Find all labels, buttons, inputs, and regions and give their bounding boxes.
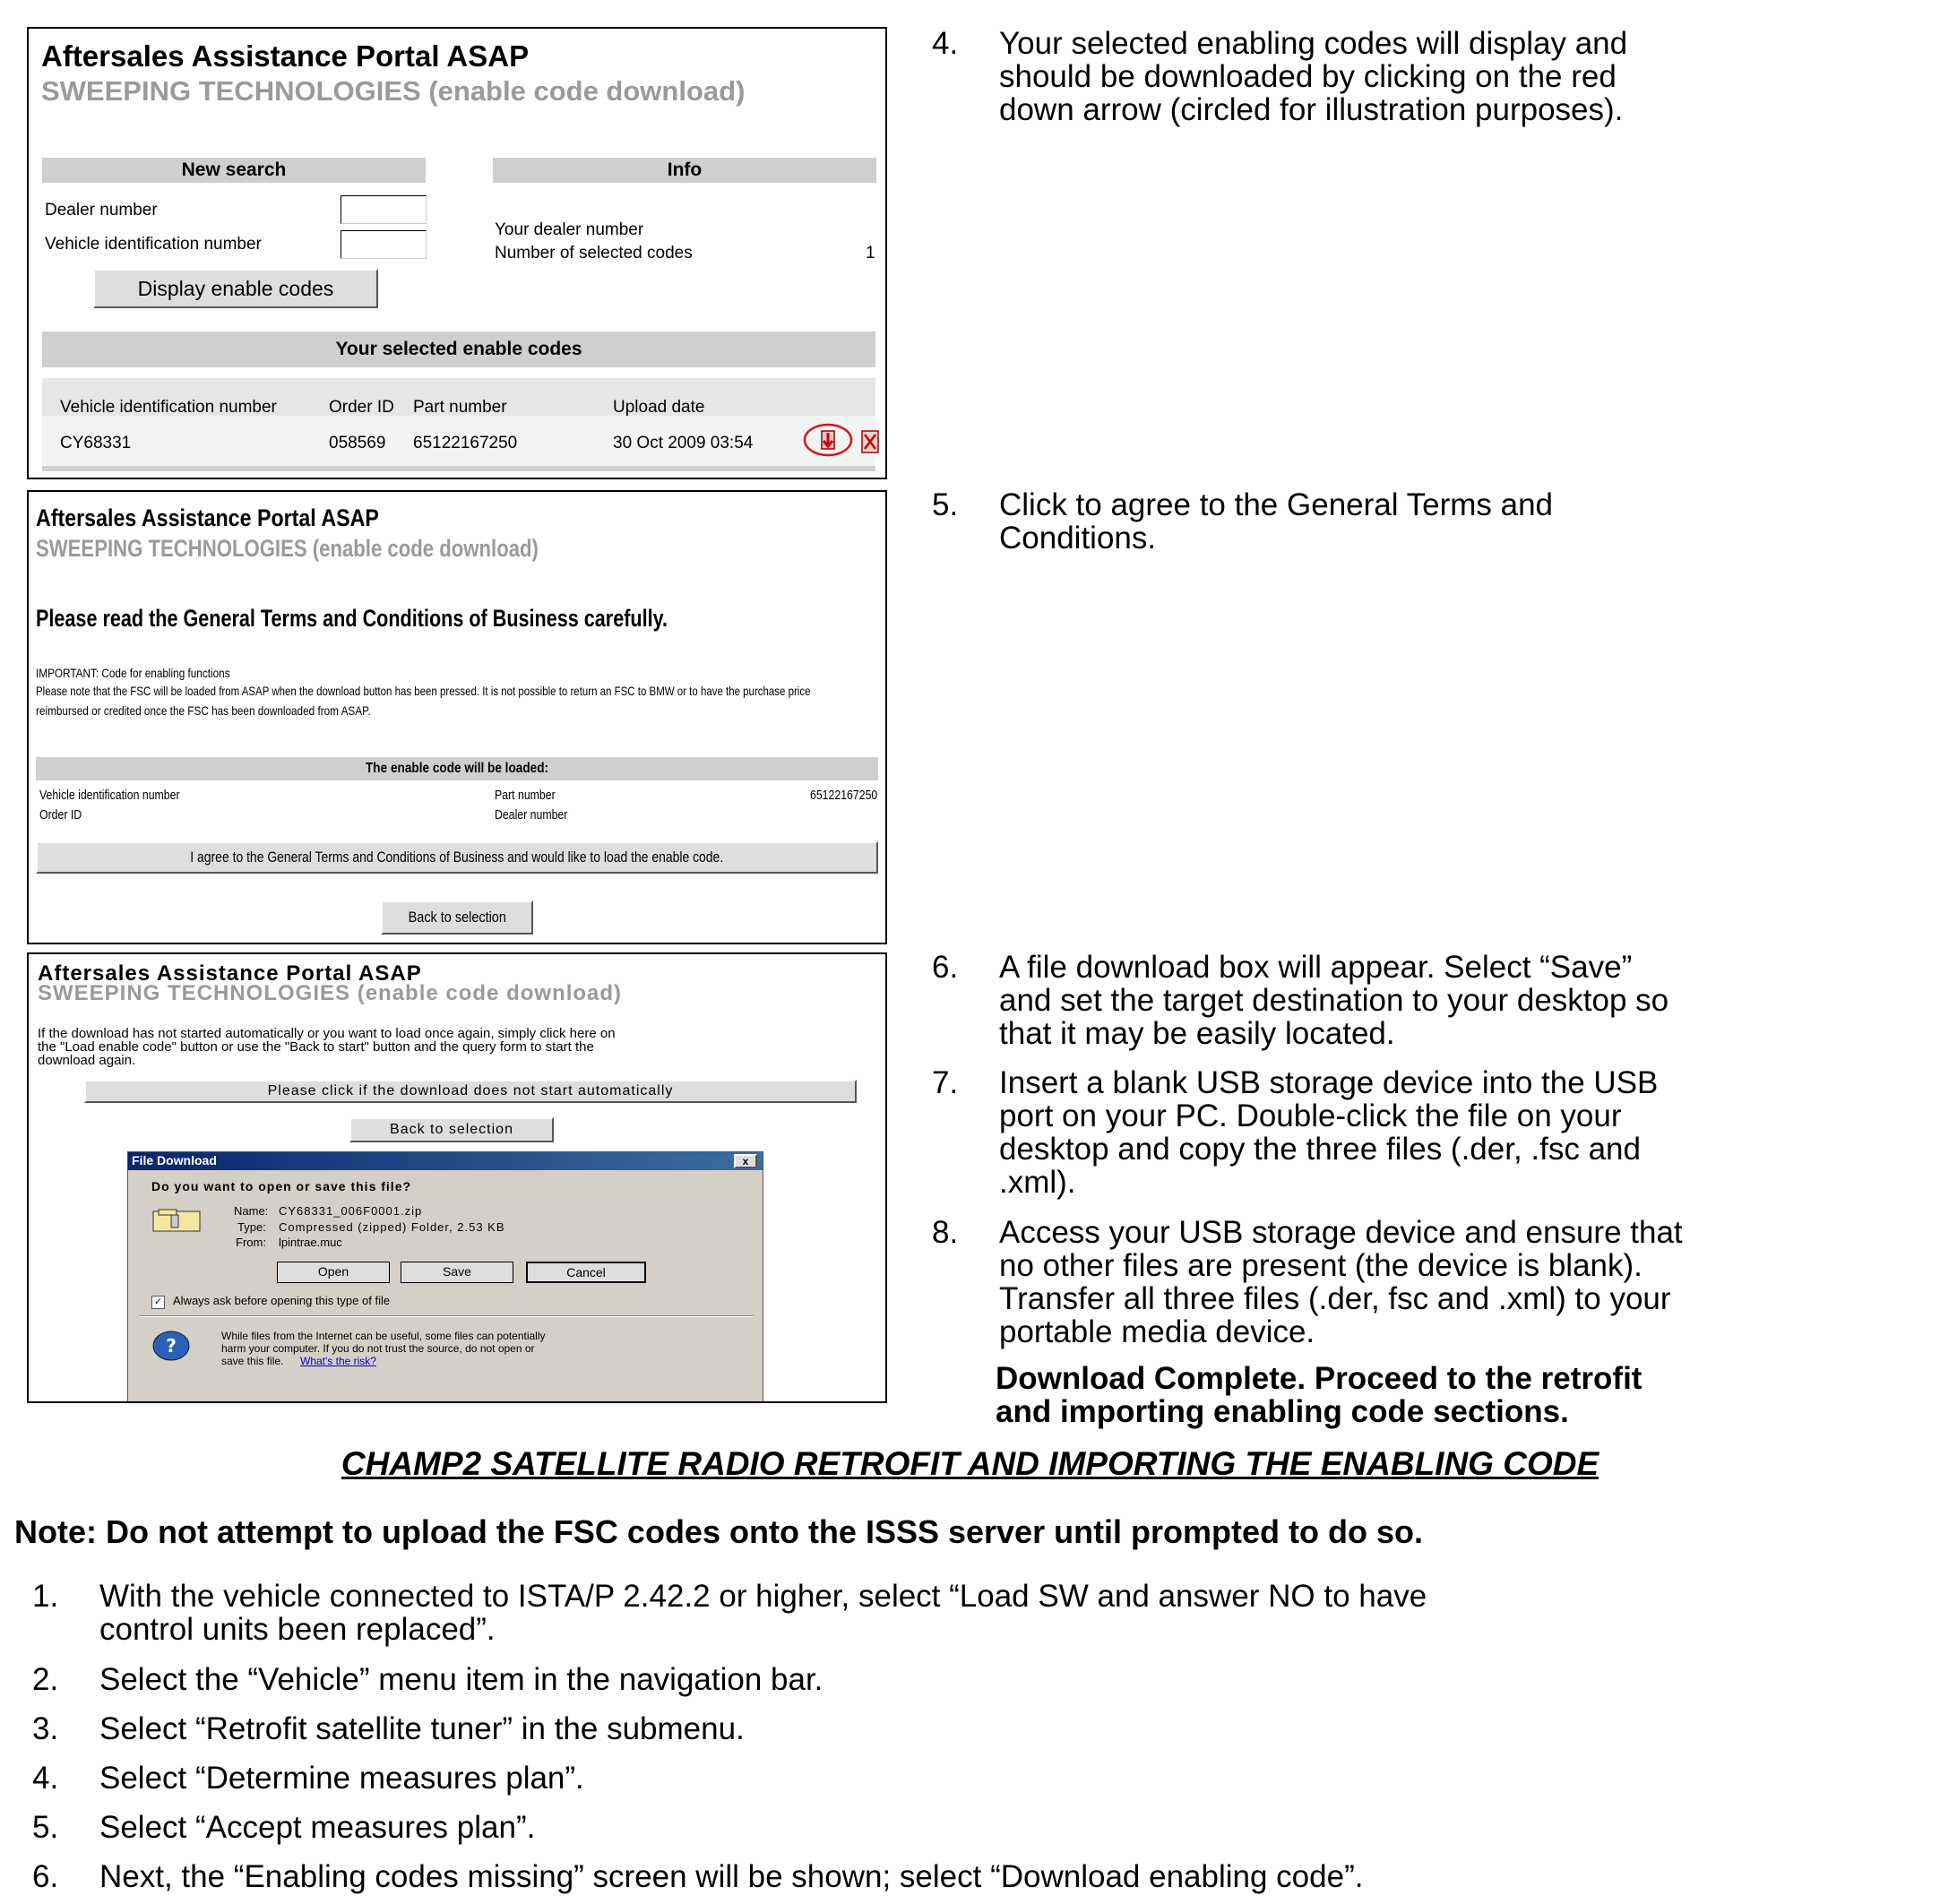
dialog-titlebar — [128, 1152, 763, 1170]
selected-codes-header: Your selected enable codes — [42, 332, 875, 367]
name-value: CY68331_006F0001.zip — [279, 1204, 423, 1218]
step-number: 7. — [932, 1065, 959, 1100]
cell-order-id: 058569 — [329, 434, 386, 452]
step-number: 6. — [932, 950, 959, 985]
codes-table — [42, 378, 875, 471]
step-number: 3. — [32, 1711, 59, 1746]
your-dealer-number-label: Your dealer number — [495, 220, 644, 239]
screenshot-enable-codes — [27, 27, 887, 479]
step-line: Select the “Vehicle” menu item in the navigation bar. — [99, 1662, 823, 1697]
download-complete-line: and importing enabling code sections. — [996, 1394, 1569, 1429]
bottom-step-6 — [32, 1860, 1923, 1896]
shield-question-icon — [151, 1328, 191, 1364]
vin-input[interactable] — [341, 230, 427, 259]
from-value: lpintrae.muc — [279, 1236, 342, 1249]
display-enable-codes-button[interactable]: Display enable codes — [93, 269, 378, 308]
step-number: 2. — [32, 1662, 59, 1697]
cell-part-number: 65122167250 — [413, 434, 518, 452]
dialog-close-button[interactable]: x — [734, 1154, 757, 1168]
info-header: Info — [493, 158, 876, 183]
section-title: CHAMP2 SATELLITE RADIO RETROFIT AND IMPORTING THE ENABLING CODE — [341, 1445, 1599, 1482]
info-line-3: download again. — [38, 1053, 136, 1068]
step-8 — [932, 1216, 1927, 1350]
step-line: desktop and copy the three files (.der, .fsc and — [999, 1132, 1641, 1167]
dialog-question: Do you want to open or save this file? — [151, 1179, 412, 1193]
download-arrow-icon[interactable] — [802, 421, 854, 459]
step-line: port on your PC. Double-click the file on your — [999, 1098, 1622, 1133]
download-complete-line: Download Complete. Proceed to the retrofit — [996, 1361, 1643, 1396]
vin-label: Vehicle identification number — [45, 235, 262, 254]
type-value: Compressed (zipped) Folder, 2.53 KB — [279, 1220, 505, 1234]
step-4 — [932, 27, 1918, 134]
step-line: should be downloaded by clicking on the red — [999, 59, 1617, 94]
back-to-selection-button[interactable]: Back to selection — [349, 1117, 554, 1142]
step-line: A file download box will appear. Select “Save” — [999, 950, 1633, 985]
from-label: From: — [236, 1236, 266, 1249]
part-number-label: Part number — [495, 788, 556, 803]
download-complete-note — [996, 1362, 1642, 1428]
info-line-1: If the download has not started automatically or you want to load once again, simply click here on — [38, 1026, 616, 1041]
step-line: that it may be easily located. — [999, 1016, 1395, 1051]
warning-line-1: While files from the Internet can be useful, some files can potentially — [221, 1330, 546, 1342]
zip-folder-icon — [150, 1208, 203, 1235]
portal-subtitle: SWEEPING TECHNOLOGIES (enable code download) — [36, 535, 539, 562]
open-button[interactable]: Open — [277, 1262, 390, 1283]
step-number: 5. — [932, 487, 959, 522]
always-ask-label: Always ask before opening this type of file — [173, 1294, 391, 1307]
part-number-value: 65122167250 — [810, 788, 878, 803]
whats-the-risk-link[interactable]: What's the risk? — [300, 1355, 376, 1367]
portal-title: Aftersales Assistance Portal ASAP — [41, 39, 530, 73]
step-line: control units been replaced”. — [99, 1612, 496, 1647]
info-line-2: the "Load enable code" button or use the "Back to start" button and the query form to start the — [38, 1039, 594, 1055]
step-number: 4. — [932, 26, 959, 61]
step-line: .xml). — [999, 1165, 1076, 1200]
step-number: 4. — [32, 1761, 59, 1796]
step-line: Access your USB storage device and ensure that — [999, 1215, 1683, 1250]
column-header-upload-date: Upload date — [613, 398, 705, 417]
table-footer-divider — [42, 466, 875, 471]
portal-subtitle: SWEEPING TECHNOLOGIES (enable code download) — [38, 981, 623, 1005]
dialog-separator — [139, 1315, 754, 1317]
column-header-order-id: Order ID — [329, 398, 394, 417]
vin-label: Vehicle identification number — [39, 788, 180, 803]
step-line: Your selected enabling codes will display and — [999, 26, 1628, 61]
step-line: Select “Accept measures plan”. — [99, 1810, 536, 1845]
step-line: Next, the “Enabling codes missing” screen will be shown; select “Download enabling code”. — [99, 1859, 1364, 1894]
portal-title: Aftersales Assistance Portal ASAP — [36, 504, 379, 531]
step-6 — [932, 951, 1918, 1058]
note-line-2: reimbursed or credited once the FSC has been downloaded from ASAP. — [36, 703, 371, 718]
new-search-header: New search — [42, 158, 426, 183]
cell-vin: CY68331 — [60, 434, 132, 452]
warning-line-2: harm your computer. If you do not trust the source, do not open or — [221, 1342, 535, 1355]
step-line: With the vehicle connected to ISTA/P 2.42.2 or higher, select “Load SW and answer NO to have — [99, 1579, 1427, 1614]
cell-upload-date: 30 Oct 2009 03:54 — [613, 434, 754, 452]
back-to-selection-button[interactable] — [381, 900, 533, 935]
column-header-vin: Vehicle identification number — [60, 398, 277, 417]
save-button[interactable]: Save — [401, 1262, 513, 1283]
portal-subtitle: SWEEPING TECHNOLOGIES (enable code download) — [41, 75, 746, 107]
dealer-number-input[interactable] — [341, 195, 427, 224]
manual-download-button[interactable]: Please click if the download does not start automatically — [84, 1080, 857, 1103]
name-label: Name: — [234, 1204, 269, 1218]
order-id-label: Order ID — [39, 807, 82, 823]
delete-icon[interactable] — [861, 430, 879, 453]
screenshot-terms — [27, 490, 887, 944]
column-header-part-number: Part number — [413, 398, 507, 417]
step-line: Transfer all three files (.der, fsc and .xml) to your — [999, 1281, 1671, 1316]
note-line-1: Please note that the FSC will be loaded from ASAP when the download button has been pressed. It is not possible to return an FSC to BMW or to have the purchase price — [36, 684, 811, 698]
note-text: Note: Do not attempt to upload the FSC codes onto the ISSS server until prompted to do so. — [14, 1513, 1424, 1550]
file-download-dialog — [127, 1151, 763, 1403]
bottom-step-5 — [32, 1811, 1923, 1847]
loaded-header — [36, 757, 878, 780]
screenshot-file-download — [27, 952, 887, 1403]
bottom-step-4 — [32, 1762, 1923, 1797]
step-line: Select “Determine measures plan”. — [99, 1761, 584, 1796]
step-line: portable media device. — [999, 1314, 1315, 1349]
bottom-step-2 — [32, 1663, 1923, 1699]
step-line: Select “Retrofit satellite tuner” in the submenu. — [99, 1711, 745, 1746]
step-line: and set the target destination to your desktop so — [999, 983, 1669, 1018]
loaded-header-text: The enable code will be loaded: — [365, 761, 549, 776]
warning-line-3: save this file. — [221, 1355, 284, 1367]
step-number: 1. — [32, 1579, 59, 1614]
portal-title: Aftersales Assistance Portal ASAP — [38, 961, 422, 986]
step-number: 6. — [32, 1859, 59, 1894]
always-ask-checkbox[interactable]: ✓ — [151, 1296, 165, 1309]
step-line: Conditions. — [999, 521, 1157, 556]
type-label: Type: — [237, 1220, 266, 1234]
step-line: Click to agree to the General Terms and — [999, 487, 1554, 522]
dealer-number-label: Dealer number — [45, 201, 158, 220]
step-7 — [932, 1066, 1918, 1201]
number-selected-codes-label: Number of selected codes — [495, 244, 693, 263]
step-number: 8. — [932, 1215, 959, 1250]
step-number: 5. — [32, 1810, 59, 1845]
step-line: no other files are present (the device is blank). — [999, 1248, 1643, 1283]
step-line: down arrow (circled for illustration purposes). — [999, 92, 1624, 127]
dealer-number-label: Dealer number — [495, 807, 568, 823]
step-line: Insert a blank USB storage device into the USB — [999, 1065, 1659, 1100]
bottom-step-1 — [32, 1580, 1923, 1651]
agree-button-label: I agree to the General Terms and Conditions of Business and would like to load the enable code. — [190, 849, 724, 866]
back-to-selection-label: Back to selection — [408, 909, 506, 926]
step-5 — [932, 488, 1918, 560]
svg-text:?: ? — [166, 1335, 177, 1357]
important-text: IMPORTANT: Code for enabling functions — [36, 666, 230, 680]
number-selected-codes-value: 1 — [866, 244, 875, 263]
agree-button[interactable] — [36, 841, 878, 874]
bottom-step-3 — [32, 1712, 1923, 1748]
terms-heading: Please read the General Terms and Conditions of Business carefully. — [36, 605, 668, 632]
cancel-button[interactable]: Cancel — [526, 1262, 646, 1283]
dialog-title: File Download — [132, 1153, 217, 1167]
